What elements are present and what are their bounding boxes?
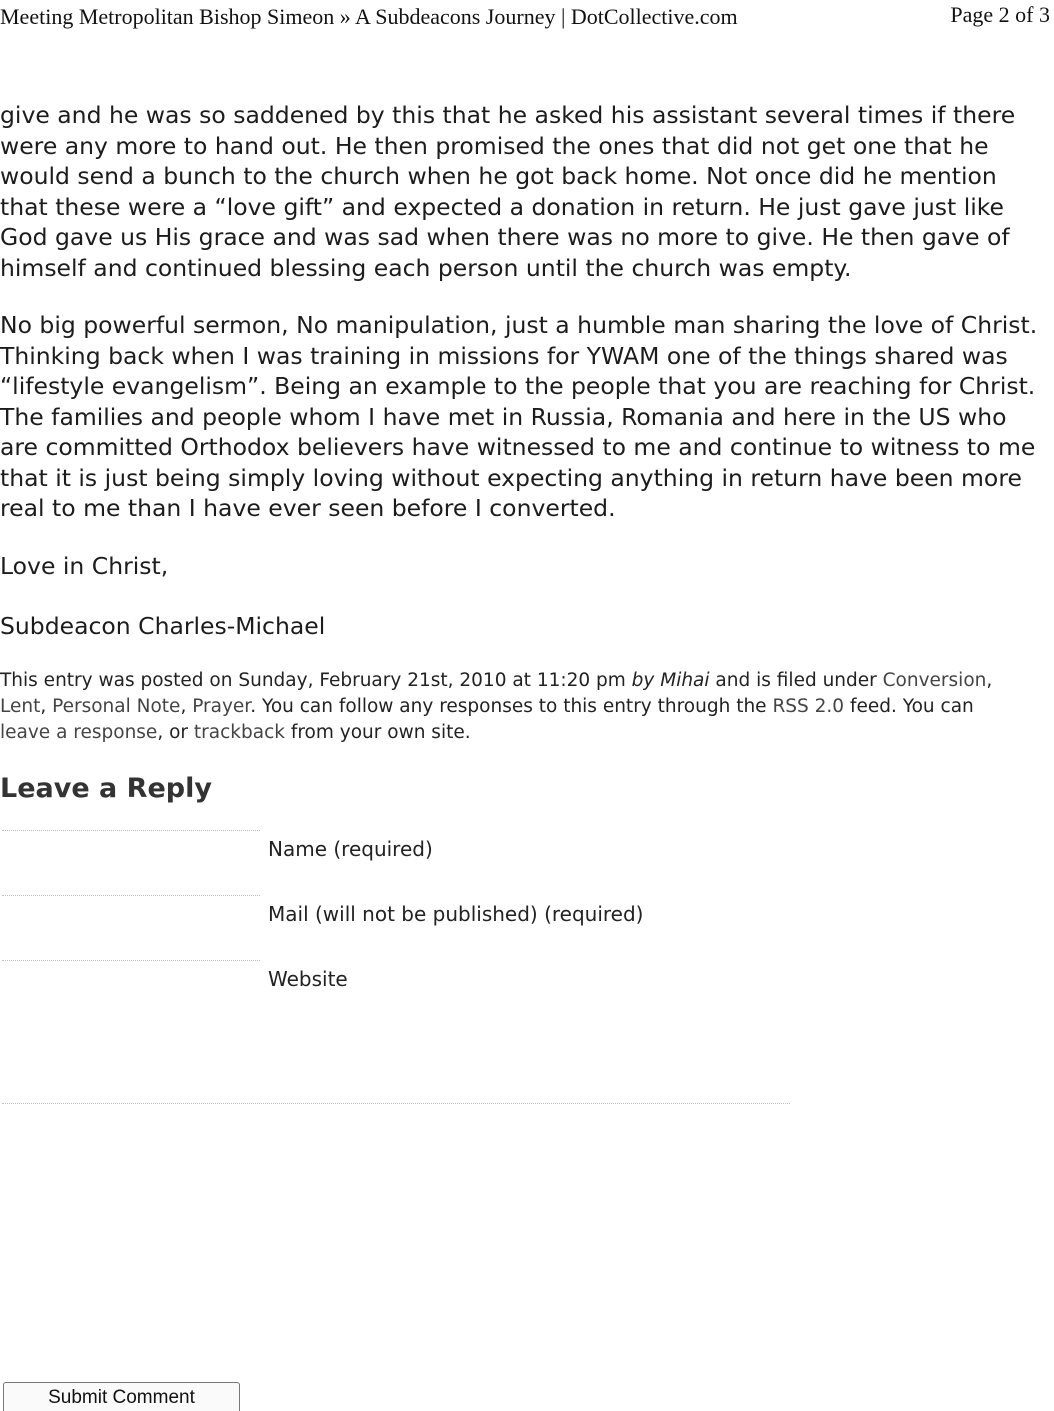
- leave-response-link[interactable]: leave a response: [0, 721, 158, 743]
- author-byline: by Mihai: [631, 669, 710, 691]
- website-input[interactable]: [2, 960, 260, 1025]
- article-content: [0, 100, 1050, 1025]
- post-metadata: This entry was posted on Sunday, February 21st, 2010 at 11:20 pm by Mihai and is filed under Conversion, Lent, Personal Note, Prayer. You can follow any responses to this entry through the RSS 2.0 feed. You can leave a response, or trackback from your own site.: [0, 669, 993, 743]
- category-link-personal-note[interactable]: Personal Note: [52, 695, 181, 717]
- category-link-prayer[interactable]: Prayer: [192, 695, 251, 717]
- category-link-lent[interactable]: Lent: [0, 695, 41, 717]
- or-text: , or: [157, 721, 194, 743]
- feed-text: feed. You can: [844, 695, 974, 717]
- print-header: [0, 0, 1054, 40]
- mail-label: Mail (will not be published) (required): [268, 902, 644, 926]
- follow-text: . You can follow any responses to this entry through the: [250, 695, 773, 717]
- filed-under-text: and is filed under: [709, 669, 883, 691]
- website-field-row: [0, 960, 1050, 1025]
- page-indicator: Page 2 of 3: [950, 2, 1050, 27]
- category-link-conversion[interactable]: Conversion: [882, 669, 987, 691]
- website-label: Website: [268, 967, 348, 991]
- rss-feed-link[interactable]: RSS 2.0: [772, 695, 845, 717]
- posted-date-text: This entry was posted on Sunday, February 21st, 2010 at 11:20 pm: [0, 669, 632, 691]
- name-input[interactable]: [2, 830, 260, 895]
- mail-field-row: [0, 895, 1050, 960]
- name-label: Name (required): [268, 837, 433, 861]
- closing-line: Love in Christ,: [0, 551, 169, 580]
- comment-textarea[interactable]: [2, 1103, 790, 1376]
- from-site-text: from your own site.: [284, 721, 471, 743]
- name-field-row: [0, 830, 1050, 895]
- article-paragraph-1: give and he was so saddened by this that he asked his assistant several times if there were any more to hand out. He then promised the ones that did not get one that he would send a bunch to the church when he got back home. Not once did he mention that these were a “love gift” and expected a donation in return. He just gave just like God gave us His grace and was sad when there was no more to give. He then gave of himself and continued blessing each person until the church was empty.: [0, 101, 1016, 282]
- leave-reply-heading: Leave a Reply: [0, 772, 212, 804]
- submit-comment-button[interactable]: Submit Comment: [3, 1382, 240, 1411]
- document-title: Meeting Metropolitan Bishop Simeon » A Subdeacons Journey | DotCollective.com: [0, 4, 738, 29]
- trackback-link[interactable]: trackback: [193, 721, 285, 743]
- signature: Subdeacon Charles-Michael: [0, 612, 326, 640]
- mail-input[interactable]: [2, 895, 260, 960]
- article-paragraph-2: No big powerful sermon, No manipulation, just a humble man sharing the love of Christ. Thinking back when I was training in missions for YWAM one of the things shared was “lifestyle evangelism”. Being an example to the people that you are reaching for Christ. The families and people whom I have met in Russia, Romania and here in the US who are committed Orthodox believers have witnessed to me and continue to witness to me that it is just being simply loving without expecting anything in return have been more real to me than I have ever seen before I converted.: [0, 311, 1038, 522]
